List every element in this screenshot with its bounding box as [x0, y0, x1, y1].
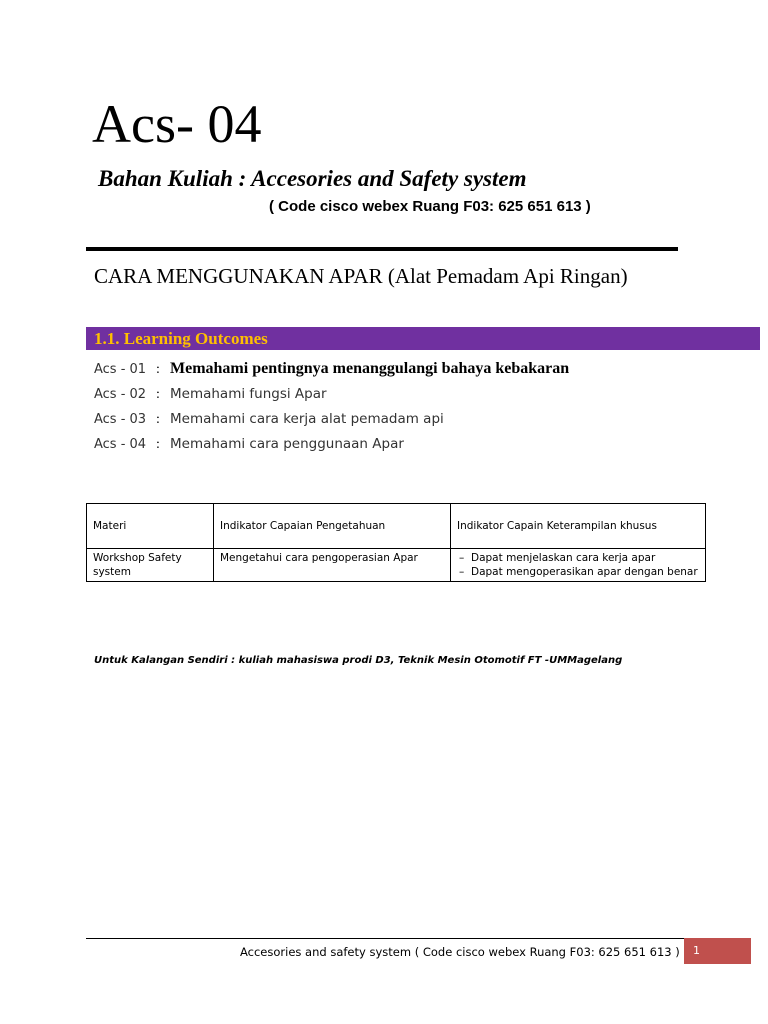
table-cell-materi: Workshop Safety system [87, 549, 214, 582]
table-cell-pengetahuan: Mengetahui cara pengoperasian Apar [214, 549, 451, 582]
outcome-code: Acs - 04 [94, 437, 147, 452]
outcome-item [94, 360, 569, 382]
page-number: 1 [693, 944, 700, 957]
table-row [87, 549, 706, 582]
outcome-code: Acs - 02 [94, 387, 147, 402]
webex-code: ( Code cisco webex Ruang F03: 625 651 613 ) [269, 198, 591, 215]
outcome-item [94, 386, 327, 408]
header-divider [86, 247, 678, 251]
document-title: Acs- 04 [92, 94, 262, 154]
page-number-box [684, 938, 751, 964]
table-header-row [87, 504, 706, 549]
table-header-pengetahuan: Indikator Capaian Pengetahuan [214, 504, 451, 549]
outcome-code: Acs - 03 [94, 412, 147, 427]
outcome-separator: : [156, 437, 160, 452]
footer-divider [86, 938, 684, 939]
table-header-materi: Materi [87, 504, 214, 549]
outcome-text: Memahami cara penggunaan Apar [170, 436, 404, 452]
learning-outcomes-title: 1.1. Learning Outcomes [94, 329, 268, 348]
section-heading: CARA MENGGUNAKAN APAR (Alat Pemadam Api Ringan) [94, 264, 628, 288]
learning-outcomes-banner [86, 327, 760, 350]
footer-text: Accesories and safety system ( Code cisco webex Ruang F03: 625 651 613 ) [240, 945, 680, 959]
audience-note: Untuk Kalangan Sendiri : kuliah mahasiswa prodi D3, Teknik Mesin Otomotif FT -UMMagelang [94, 655, 623, 666]
outcome-item [94, 411, 444, 433]
outcome-text: Memahami fungsi Apar [170, 386, 327, 402]
outcome-item [94, 436, 404, 458]
skill-item: – Dapat mengoperasikan apar dengan benar [457, 565, 699, 579]
outcome-separator: : [156, 412, 160, 427]
document-subtitle: Bahan Kuliah : Accesories and Safety system [98, 166, 527, 191]
outcome-text: Memahami cara kerja alat pemadam api [170, 411, 444, 427]
skill-list [457, 551, 699, 579]
competency-table [86, 503, 706, 582]
outcome-separator: : [156, 387, 160, 402]
skill-item: – Dapat menjelaskan cara kerja apar [457, 551, 699, 565]
outcome-code: Acs - 01 [94, 362, 147, 377]
table-cell-keterampilan [451, 549, 706, 582]
outcome-separator: : [156, 362, 160, 377]
outcome-text: Memahami pentingnya menanggulangi bahaya kebakaran [170, 360, 570, 377]
table-header-keterampilan: Indikator Capain Keterampilan khusus [451, 504, 706, 549]
